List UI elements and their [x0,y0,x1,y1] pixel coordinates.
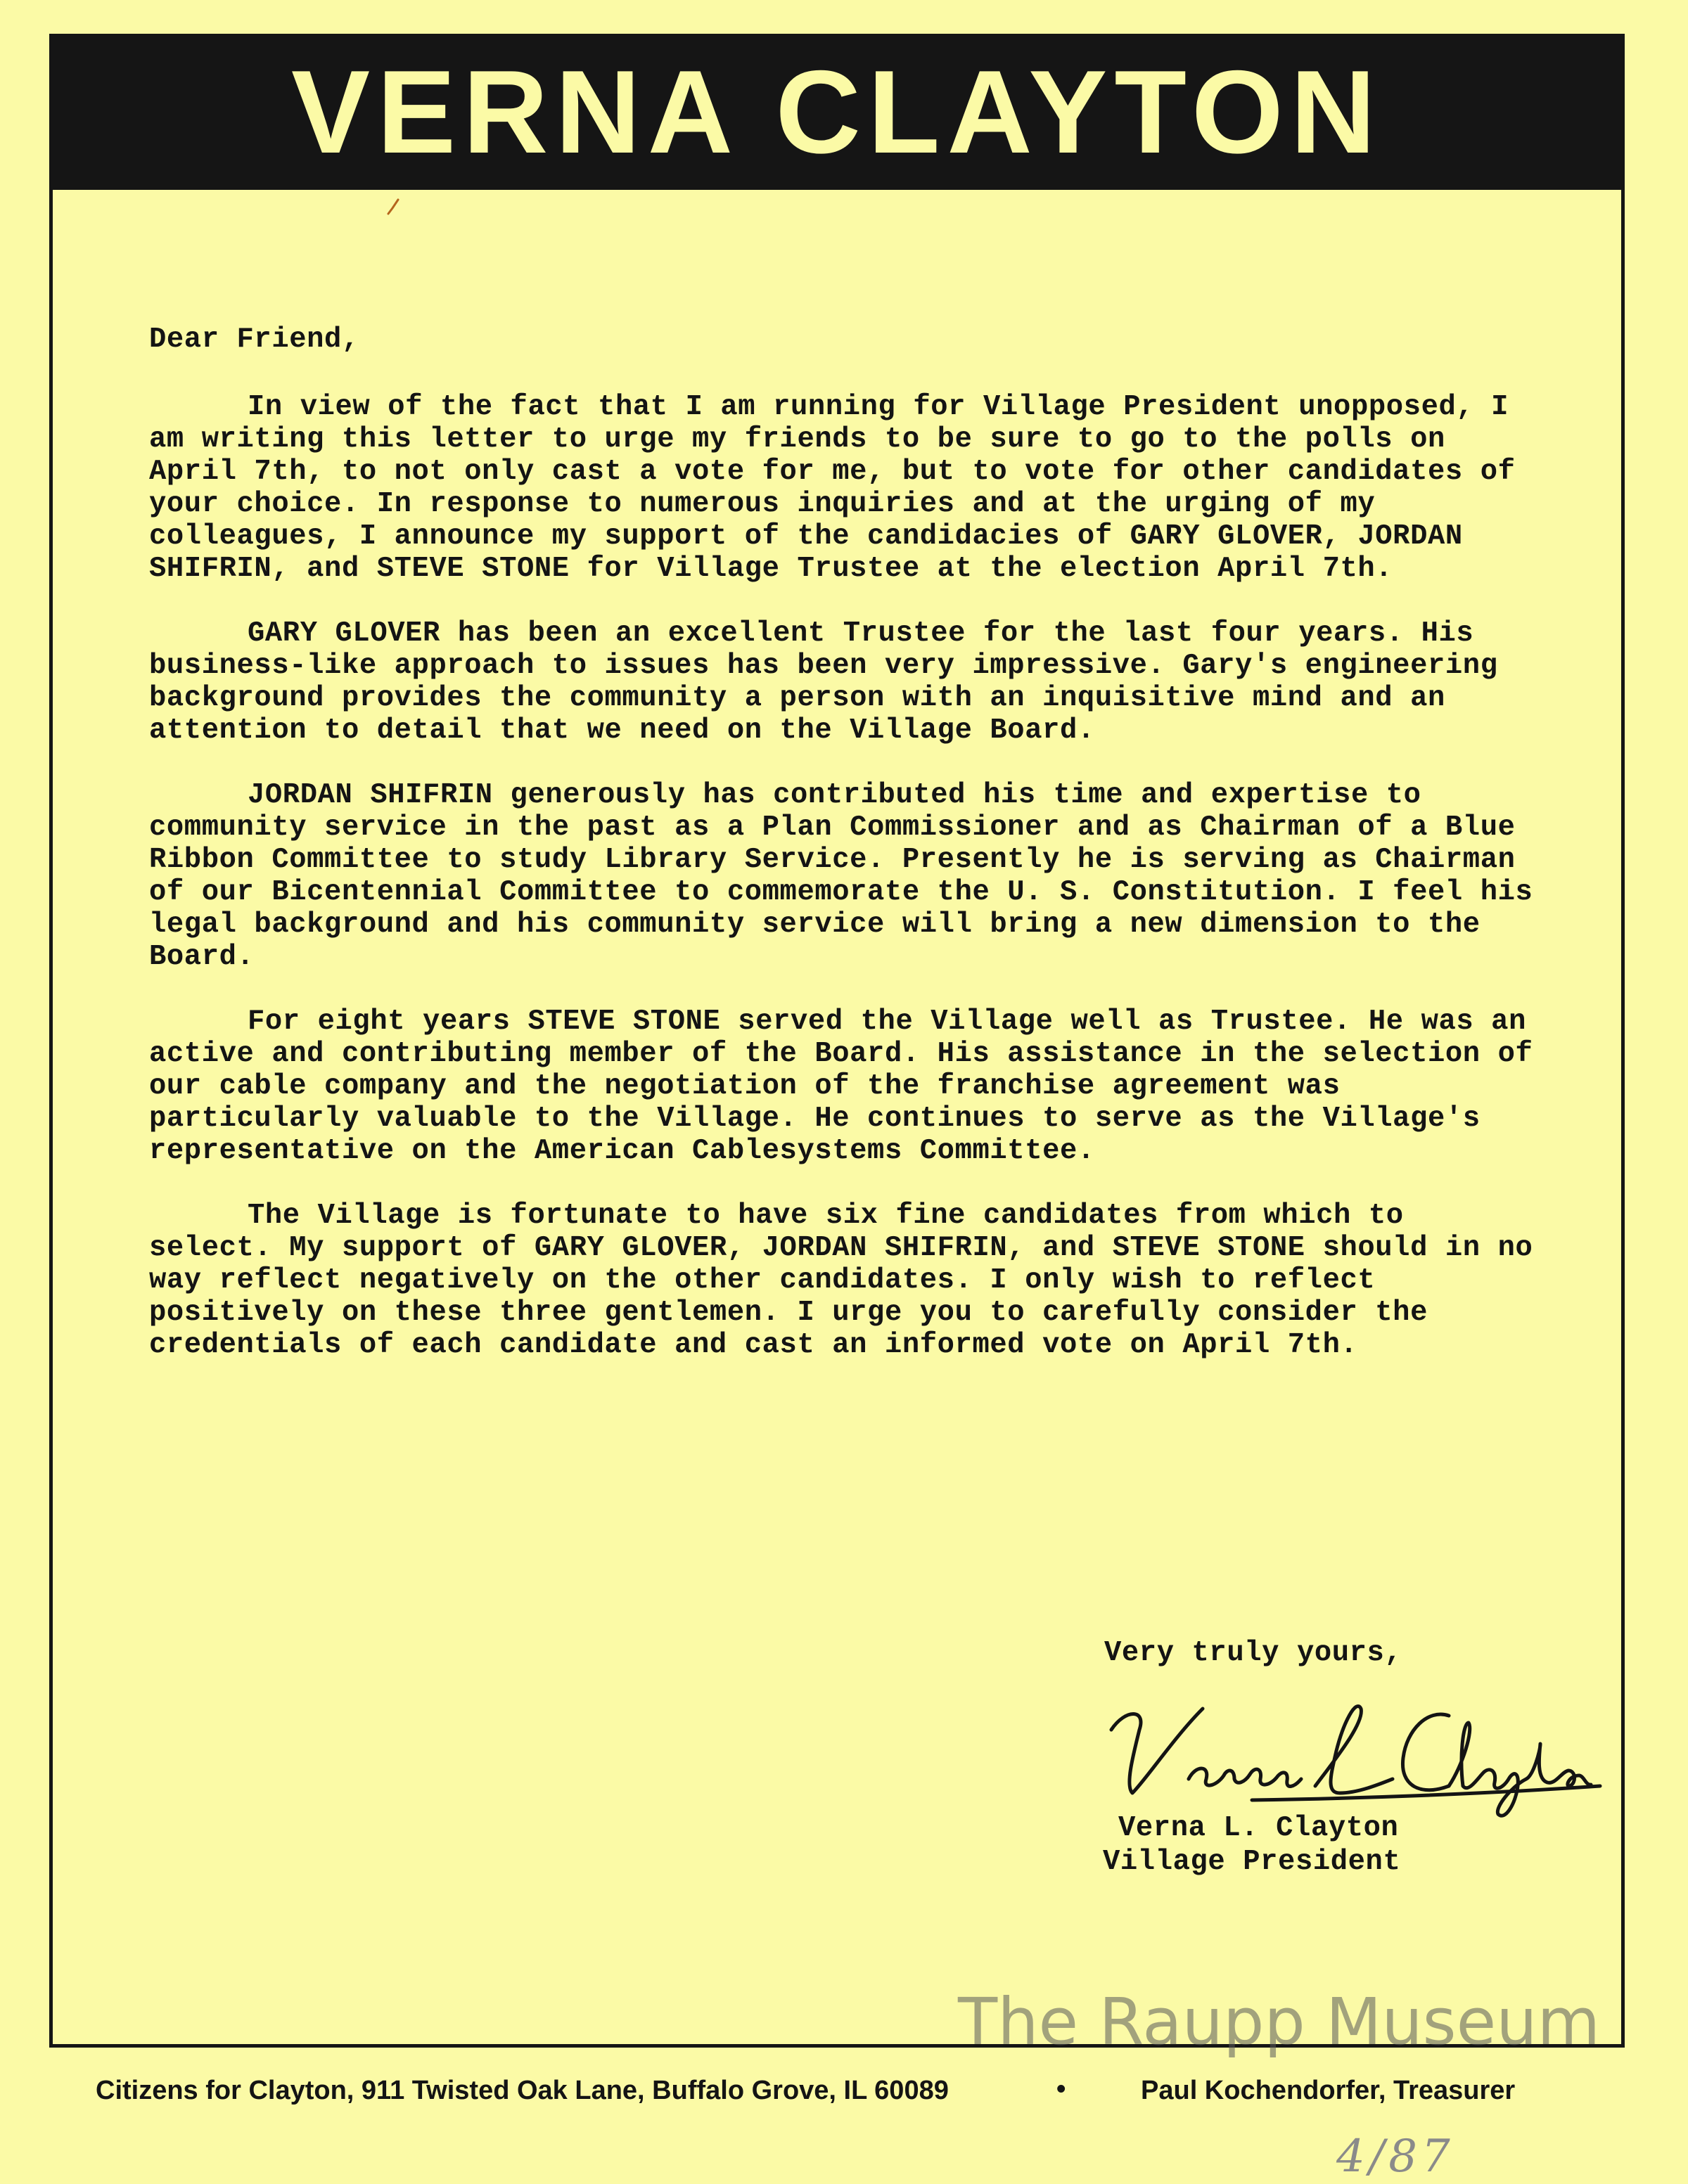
museum-watermark: The Raupp Museum [958,1984,1601,2060]
ink-mark-decoration [385,198,402,218]
signer-title: Village President [1103,1846,1401,1878]
footer-bullet: • [1056,2074,1066,2104]
paragraph-glover: GARY GLOVER has been an excellent Trustee for the last four years. His business-like approach to issues has been very impressive. Gary's engineering background provides the community a person with an inquisitive mind and an attention to detail that we need on the Village Board. [149,617,1498,747]
paragraph-stone: For eight years STEVE STONE served the Village well as Trustee. He was an active and contributing member of the Board. His assistance in the selection of our cable company and the negotiation of the franchise agreement was particularly valuable to the Village. He continues to serve as the Village's representative on the American Cablesystems Committee. [149,1006,1533,1167]
paragraph-conclusion: The Village is fortunate to have six fine candidates from which to select. My support of GARY GLOVER, JORDAN SHIFRIN, and STEVE STONE should in no way reflect negatively on the other candidates. I only wish to reflect positively on these three gentlemen. I urge you to carefully consider the credentials of each candidate and cast an informed vote on April 7th. [149,1200,1533,1361]
closing-salutation: Very truly yours, [1104,1637,1402,1669]
handwritten-signature [1083,1681,1604,1821]
signer-block [1103,1811,1400,1879]
footer-committee-address: Citizens for Clayton, 911 Twisted Oak Lane, Buffalo Grove, IL 60089 [96,2076,949,2105]
footer-treasurer: Paul Kochendorfer, Treasurer [1141,2076,1516,2105]
header-banner [49,34,1625,190]
signer-name: Verna L. Clayton [1118,1812,1399,1844]
greeting: Dear Friend, [149,323,359,356]
handwritten-date: 4/87 [1336,2131,1454,2183]
header-title: VERNA CLAYTON [290,46,1383,178]
paragraph-shifrin: JORDAN SHIFRIN generously has contributed his time and expertise to community service in the past as a Plan Commissioner and as Chairman of a Blue Ribbon Committee to study Library Service. Presently he is serving as Chairman of our Bicentennial Committee to commemorate the U. S. Constitution. I feel his legal background and his community service will bring a new dimension to the Board. [149,779,1533,973]
paragraph-intro: In view of the fact that I am running for Village President unopposed, I am writing this letter to urge my friends to be sure to go to the polls on April 7th, to not only cast a vote for me, but to vote for other candidates of your choice. In response to numerous inquiries and at the urging of my colleagues, I announce my support of the candidacies of GARY GLOVER, JORDAN SHIFRIN, and STEVE STONE for Village Trustee at the election April 7th. [149,391,1516,585]
letter-body [149,323,1542,1394]
